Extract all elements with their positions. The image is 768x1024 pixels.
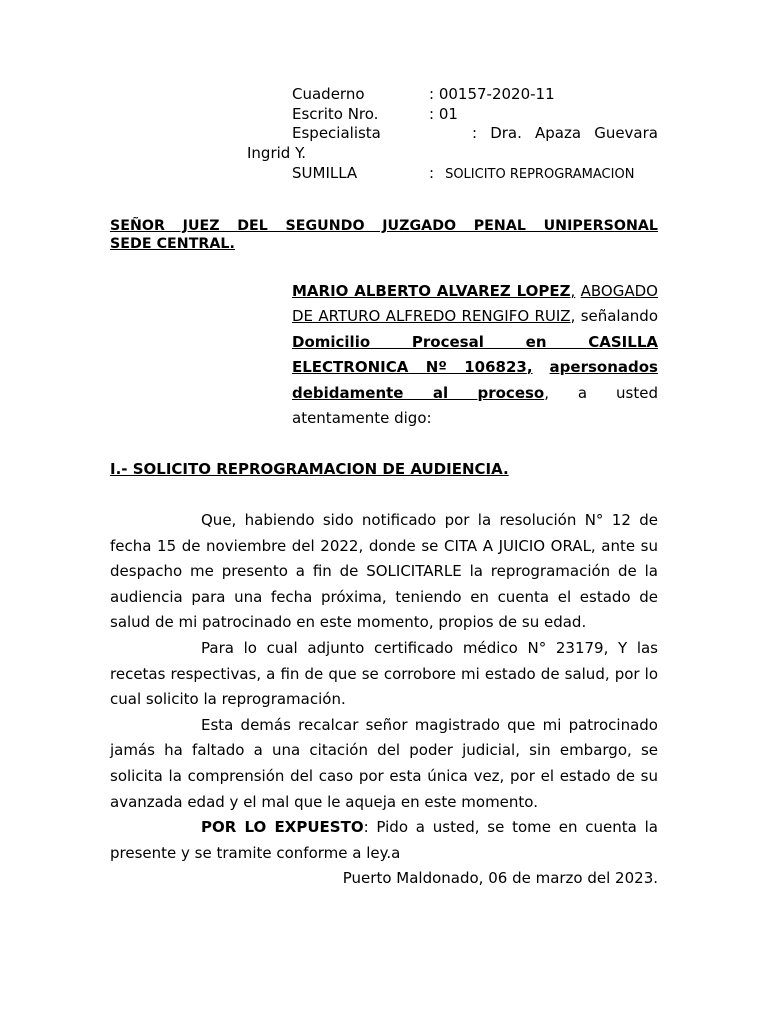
especialista-value: : Dra. Apaza Guevara bbox=[472, 124, 658, 142]
party-introduction bbox=[292, 279, 658, 431]
escrito-value: : 01 bbox=[429, 105, 458, 123]
addressee-line-1: SEÑOR JUEZ DEL SEGUNDO JUZGADO PENAL UNIPERSONAL bbox=[110, 218, 658, 234]
section-title: I.- SOLICITO REPROGRAMACION DE AUDIENCIA. bbox=[110, 460, 509, 478]
paragraph-3: Esta demás recalcar señor magistrado que mi patrocinado jamás ha faltado a una citación del poder judicial, sin embargo, se solicita la comprensión del caso por esta única vez, por el estado de su avanzada edad y el mal que le aqueja en este momento. bbox=[110, 715, 658, 811]
especialista-row bbox=[292, 123, 658, 143]
especialista-continuation: Ingrid Y. bbox=[247, 144, 306, 162]
place-date: Puerto Maldonado, 06 de marzo del 2023. bbox=[342, 869, 658, 888]
escrito-label: Escrito Nro. bbox=[292, 105, 379, 123]
escrito-row bbox=[292, 104, 458, 124]
paragraph-4 bbox=[110, 815, 658, 866]
party-text-2: , a usted atentamente digo: bbox=[292, 383, 658, 428]
addressee-line-2: SEDE CENTRAL. bbox=[110, 236, 235, 252]
por-lo-expuesto: POR LO EXPUESTO bbox=[201, 818, 364, 837]
cuaderno-row bbox=[292, 84, 555, 104]
sumilla-colon: : bbox=[429, 164, 435, 182]
domicilio-procesal: Domicilio Procesal en CASILLA ELECTRONICA Nº 106823 bbox=[292, 332, 658, 377]
especialista-label: Especialista bbox=[292, 124, 381, 142]
sumilla-row bbox=[292, 163, 634, 183]
paragraph-2: Para lo cual adjunto certificado médico N° 23179, Y las recetas respectivas, a fin de que se corrobore mi estado de salud, por lo cual solicito la reprogramación. bbox=[110, 638, 658, 709]
apersonados: apersonados debidamente al proceso bbox=[292, 358, 658, 402]
sumilla-value: SOLICITO REPROGRAMACION bbox=[445, 167, 635, 182]
document-body bbox=[110, 508, 658, 892]
cuaderno-value: : 00157-2020-11 bbox=[429, 85, 555, 103]
party-role: ABOGADO DE ARTURO ALFREDO RENGIFO RUIZ bbox=[292, 282, 658, 326]
cuaderno-label: Cuaderno bbox=[292, 85, 365, 103]
addressee bbox=[110, 217, 658, 253]
sumilla-label: SUMILLA bbox=[292, 164, 358, 182]
domicilio-comma: , bbox=[526, 358, 533, 377]
party-name-comma: , bbox=[570, 282, 576, 300]
party-text-1: , señalando bbox=[570, 307, 658, 326]
paragraph-4-text: : Pido a usted, se tome en cuenta la presente y se tramite conforme a ley.a bbox=[110, 818, 658, 862]
party-name: MARIO ALBERTO ALVAREZ LOPEZ bbox=[292, 282, 571, 300]
paragraph-1: Que, habiendo sido notificado por la resolución N° 12 de fecha 15 de noviembre del 2022, donde se CITA A JUICIO ORAL, ante su despacho me presento a fin de SOLICITARLE la reprogramación de la audiencia para una fecha próxima, teniendo en cuenta el estado de salud de mi patrocinado en este momento, propios de su edad. bbox=[110, 511, 658, 632]
